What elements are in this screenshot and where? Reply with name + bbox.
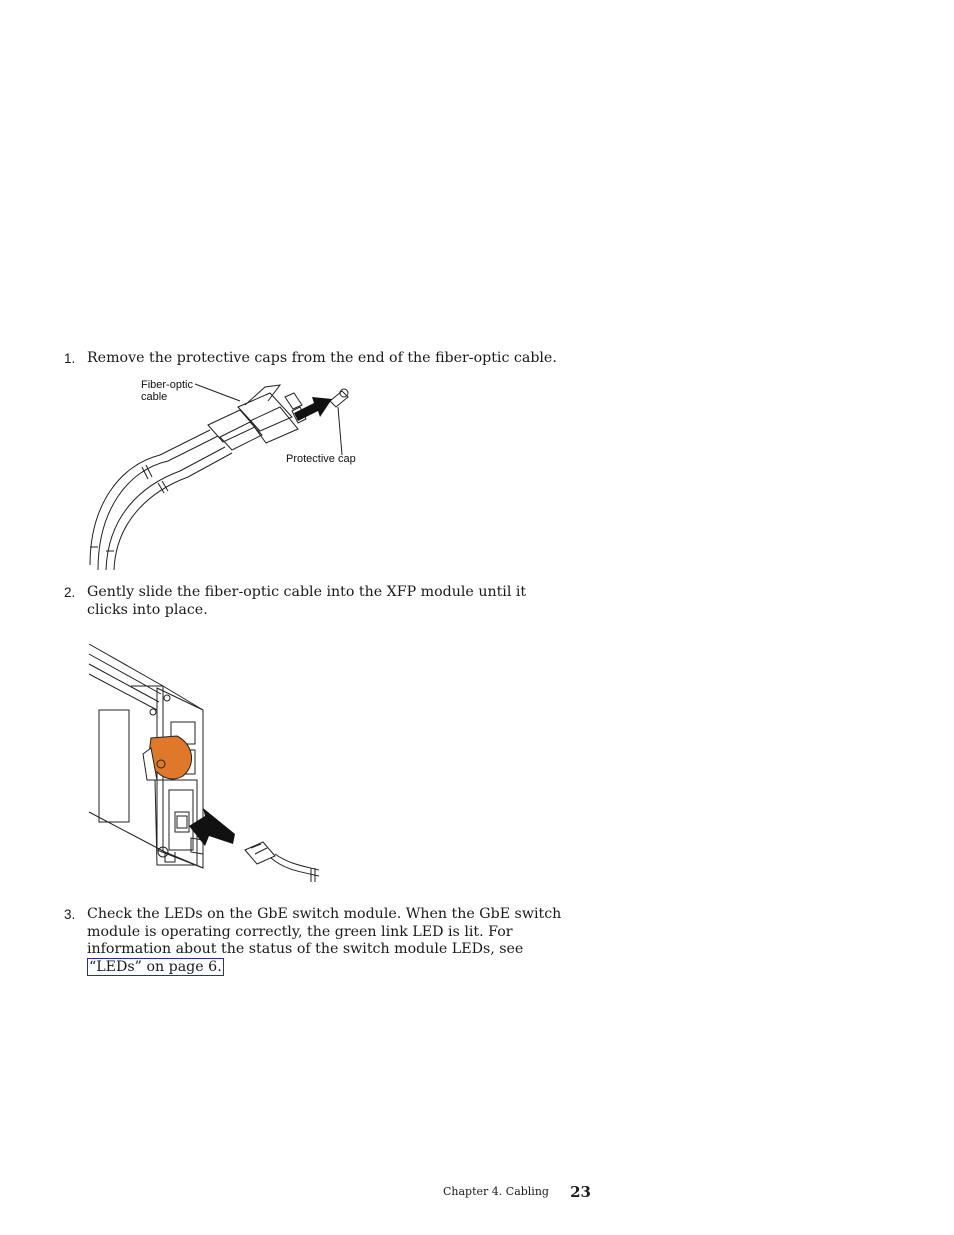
footer-chapter: Chapter 4. Cabling [443, 1185, 549, 1198]
step-2-number: 2. [64, 585, 76, 600]
arrow-icon [294, 397, 332, 421]
figure-switch-module [85, 640, 325, 890]
step-1-text: Remove the protective caps from the end of the fiber-optic cable. [87, 350, 557, 366]
footer-page-number: 23 [570, 1182, 591, 1201]
step-1 [64, 350, 564, 368]
callout-fiber-optic-cable: Fiber-optic cable [141, 379, 193, 403]
step-2 [64, 584, 564, 619]
callout-protective-cap: Protective cap [286, 453, 356, 465]
step-3-text-body: Check the LEDs on the GbE switch module. When the GbE switch module is operating correctly, the green link LED is lit. For information about the status of the switch module LEDs, see [87, 906, 562, 957]
switch-module-illustration [85, 640, 325, 890]
arrow-icon [189, 808, 235, 846]
step-2-text: Gently slide the fiber-optic cable into the XFP module until it clicks into place. [87, 584, 527, 618]
step-3-text [87, 906, 564, 976]
step-3 [64, 906, 564, 976]
leds-page-link[interactable]: “LEDs” on page 6. [89, 958, 222, 975]
page-footer [443, 1181, 591, 1201]
step-1-number: 1. [64, 351, 76, 366]
step-3-number: 3. [64, 907, 76, 922]
fiber-optic-cable-illustration [80, 375, 380, 575]
figure-fiber-optic-cable [80, 375, 380, 575]
